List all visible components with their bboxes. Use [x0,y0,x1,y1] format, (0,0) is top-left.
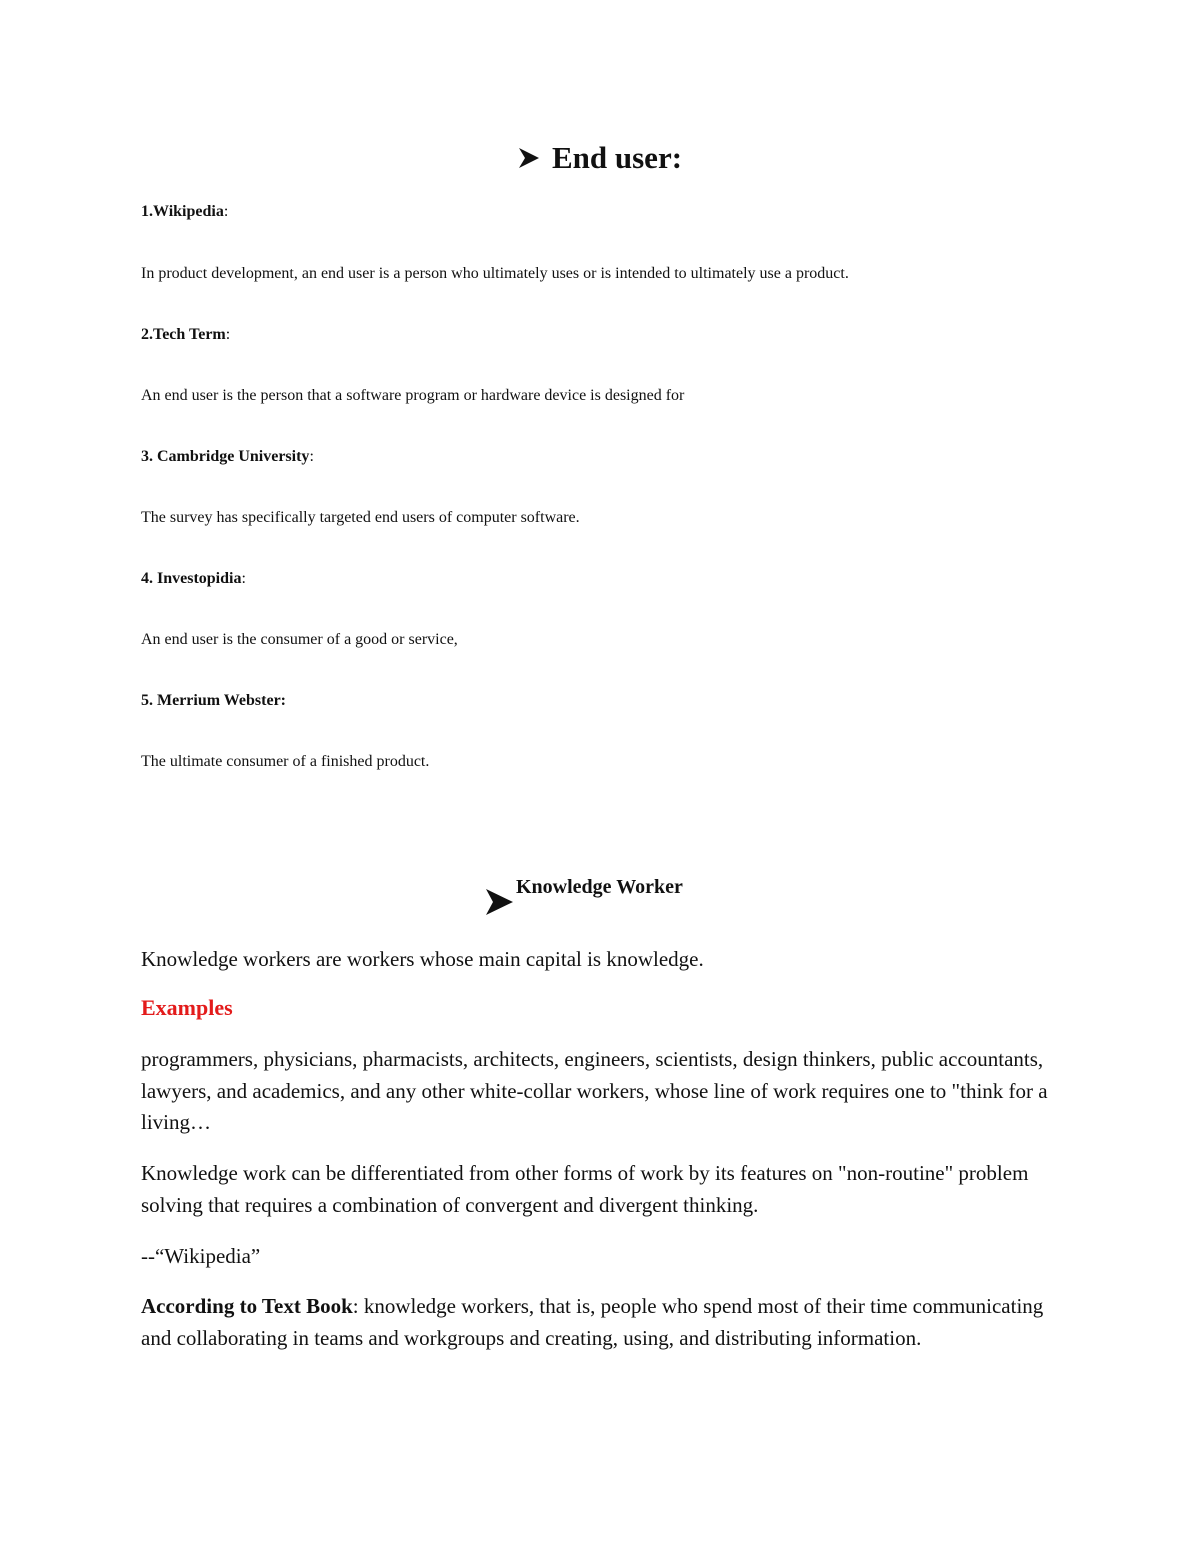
definition-source-1 [141,203,228,221]
definition-source-label: 1.Wikipedia [141,203,224,220]
definition-source-colon: : [309,448,314,465]
definition-source-colon: : [225,326,231,343]
arrowhead-bullet-icon [518,147,540,169]
definition-source-2 [141,326,230,344]
wikipedia-citation: --“Wikipedia” [141,1244,261,1268]
arrowhead-bullet-icon [484,887,514,917]
definition-text-4: An end user is the consumer of a good or service, [141,631,458,648]
examples-text: programmers, physicians, pharmacists, architects, engineers, scientists, design thinkers, public accountants, lawyers, and academics, and any other white-collar workers, whose line of work requires one to "think for a living… [141,1047,1048,1134]
definition-source-label: 2.Tech Term [141,326,226,343]
definition-source-4 [141,570,246,588]
definition-source-3 [141,448,314,466]
definition-text-1: In product development, an end user is a person who ultimately uses or is intended to ultimately use a product. [141,265,849,282]
definition-text-3: The survey has specifically targeted end users of computer software. [141,509,580,526]
definition-source-colon: : [241,570,246,587]
textbook-label: According to Text Book [141,1294,353,1318]
definition-source-5 [141,692,286,710]
knowledge-worker-title: Knowledge Worker [516,876,683,898]
definition-source-label: 3. Cambridge University [141,448,310,465]
examples-heading: Examples [141,995,233,1020]
differentiation-text: Knowledge work can be differentiated from other forms of work by its features on "non-routine" problem solving that requires a combination of convergent and divergent thinking. [141,1161,1029,1217]
knowledge-worker-intro: Knowledge workers are workers whose main capital is knowledge. [141,947,704,971]
textbook-definition [141,1291,1061,1354]
textbook-text: : knowledge workers, that is, people who spend most of their time communicating and collaborating in teams and workgroups and creating, using, and distributing information. [141,1294,1044,1350]
definition-text-5: The ultimate consumer of a finished product. [141,753,430,770]
knowledge-worker-heading [484,876,683,917]
end-user-heading [0,140,1200,176]
definition-source-colon: : [223,203,229,220]
definition-source-label: 5. Merrium Webster: [141,692,286,709]
definition-text-2: An end user is the person that a software program or hardware device is designed for [141,387,685,404]
definition-source-label: 4. Investopidia [141,570,242,587]
end-user-title: End user: [551,140,683,175]
